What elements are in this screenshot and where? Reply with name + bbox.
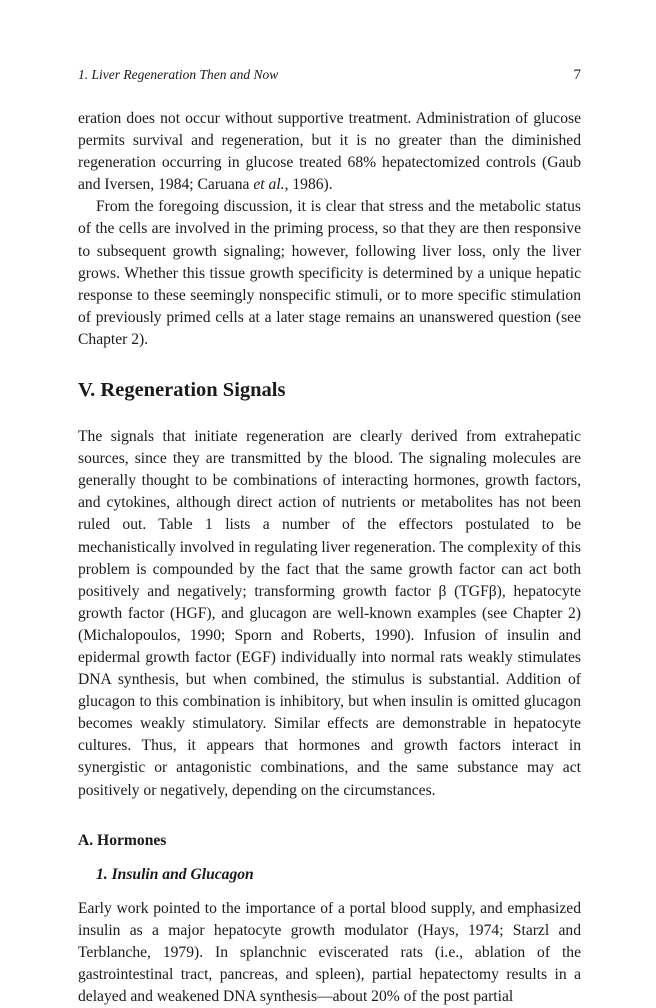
running-head-title: 1. Liver Regeneration Then and Now — [78, 67, 279, 82]
paragraph-continuation — [78, 108, 581, 196]
subsubsection-heading: 1. Insulin and Glucagon — [96, 865, 254, 883]
section-heading: V. Regeneration Signals — [78, 379, 286, 402]
paragraph-text: eration does not occur without supportive treatment. Administration of glucose permits survival and regeneration, but it is no greater than the diminished regeneration occurring in glucose treated 68% hepatectomized controls (Gaub and Iversen, 1984; Caruana — [78, 110, 581, 194]
paragraph-text-end: , 1986). — [284, 176, 333, 194]
italic-citation: et al. — [253, 176, 285, 194]
paragraph-insulin: Early work pointed to the importance of a portal blood supply, and emphasized insulin as a major hepatocyte growth modulator (Hays, 1974; Starzl and Terblanche, 1979). In splanchnic eviscerated rats (i.e., ablation of the gastrointestinal tract, pancreas, and spleen), partial hepatectomy results in a delayed and weakened DNA synthesis—about 20% of the post partial — [78, 899, 581, 1005]
paragraph-priming: From the foregoing discussion, it is clear that stress and the metabolic status of the cells are involved in the priming process, so that they are then responsive to subsequent growth signaling; however, following liver loss, only the liver grows. Whether this tissue growth specificity is determined by a unique hepatic response to these seemingly nonspecific stimuli, or to more specific stimulation of previously primed cells at a later stage remains an unanswered question (see Chapter 2). — [78, 198, 581, 348]
page-number: 7 — [573, 67, 581, 83]
paragraph-signals: The signals that initiate regeneration are clearly derived from extrahepatic sources, since they are transmitted by the blood. The signaling molecules are generally thought to be combinations of interacting hormones, growth factors, and cytokines, although direct action of nutrients or metabolites has not been ruled out. Table 1 lists a number of the effectors postulated to be mechanistically involved in regulating liver regeneration. The complexity of this problem is compounded by the fact that the same growth factor can act both positively and negatively; transforming growth factor β (TGFβ), hepatocyte growth factor (HGF), and glucagon are well-known examples (see Chapter 2) (Michalopoulos, 1990; Sporn and Roberts, 1990). Infusion of insulin and epidermal growth factor (EGF) individually into normal rats weakly stimulates DNA synthesis, but when combined, the stimulus is substantial. Addition of glucagon to this combination is inhibitory, but when insulin is omitted glucagon becomes weakly stimulatory. Similar effects are demonstrable in hepatocyte cultures. Thus, it appears that hormones and growth factors interact in synergistic or antagonistic combinations, and the same substance may act positively or negatively, depending on the circumstances. — [78, 428, 581, 799]
running-head — [78, 66, 581, 84]
book-page — [78, 66, 581, 1008]
subsection-heading: A. Hormones — [78, 831, 167, 849]
